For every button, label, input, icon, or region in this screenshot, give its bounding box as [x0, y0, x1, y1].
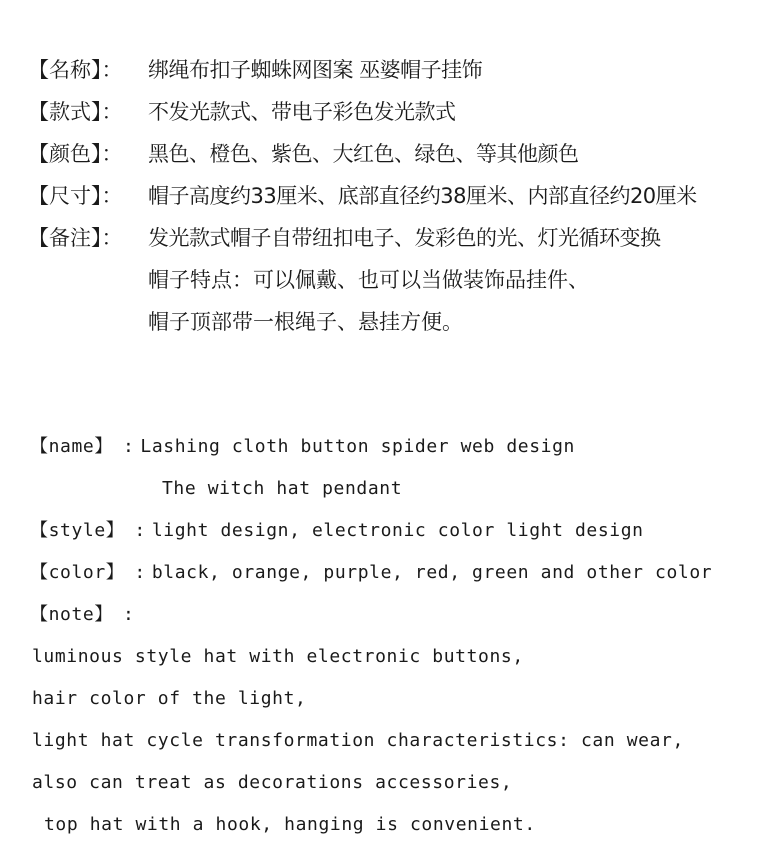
cn-name-label: 【名称】： [28, 58, 123, 82]
en-note-line: luminous style hat with electronic buttons, [32, 646, 524, 667]
en-separator: : [134, 562, 146, 583]
cn-size-row [28, 178, 778, 220]
en-separator: : [134, 520, 146, 541]
chinese-specs [28, 52, 778, 346]
cn-name-row [28, 52, 778, 94]
cn-size-label: 【尺寸】： [28, 184, 123, 208]
english-specs [30, 428, 780, 848]
en-note-line: also can treat as decorations accessories, [32, 772, 513, 793]
cn-note-label: 【备注】： [28, 226, 123, 250]
cn-note-row [28, 220, 778, 262]
en-name-value: Lashing cloth button spider web design [140, 436, 575, 457]
cn-color-label: 【颜色】： [28, 142, 123, 166]
en-note-line: light hat cycle transformation characteristics: can wear, [32, 730, 684, 751]
en-separator: : [122, 604, 135, 625]
cn-color-value: 黑色、橙色、紫色、大红色、绿色、等其他颜色 [148, 142, 579, 166]
en-note-row [30, 596, 780, 638]
cn-color-row [28, 136, 778, 178]
en-separator: : [122, 436, 135, 457]
en-color-label: 【color】 [30, 562, 125, 583]
cn-style-row [28, 94, 778, 136]
cn-style-label: 【款式】： [28, 100, 123, 124]
cn-size-value: 帽子高度约33厘米、底部直径约38厘米、内部直径约20厘米 [148, 184, 697, 208]
cn-name-value: 绑绳布扣子蜘蛛网图案 巫婆帽子挂饰 [148, 58, 483, 82]
cn-note-continuation: 帽子特点：可以佩戴、也可以当做装饰品挂件、 [148, 268, 589, 292]
cn-note-continuation: 帽子顶部带一根绳子、悬挂方便。 [148, 310, 463, 334]
en-note-label: 【note】 [30, 604, 113, 625]
en-name-row [30, 428, 780, 470]
cn-note-value: 发光款式帽子自带纽扣电子、发彩色的光、灯光循环变换 [148, 226, 661, 250]
en-color-value: black, orange, purple, red, green and other color [151, 562, 713, 583]
en-style-value: light design, electronic color light design [151, 520, 644, 541]
en-style-row [30, 512, 780, 554]
en-note-line: top hat with a hook, hanging is convenient. [44, 814, 536, 835]
en-name-label: 【name】 [30, 436, 113, 457]
en-note-line: hair color of the light, [32, 688, 307, 709]
en-style-label: 【style】 [30, 520, 125, 541]
en-name-value-continuation: The witch hat pendant [162, 478, 403, 499]
cn-style-value: 不发光款式、带电子彩色发光款式 [148, 100, 456, 124]
en-color-row [30, 554, 780, 596]
